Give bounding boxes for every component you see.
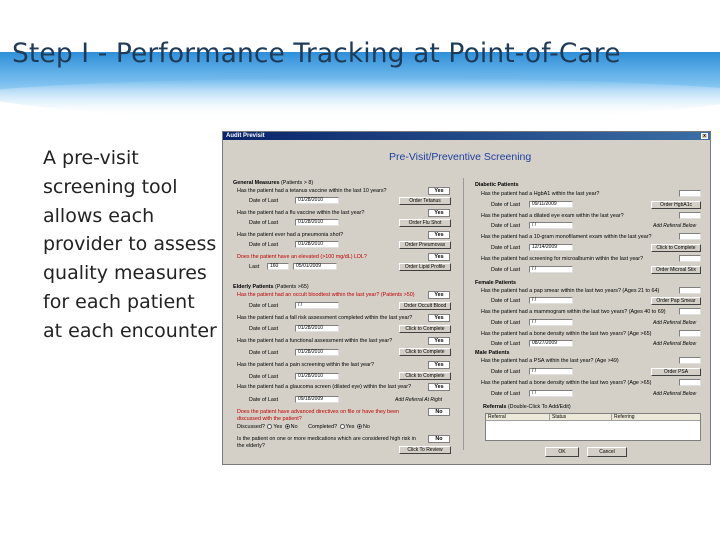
date-label: Date of Last — [491, 298, 521, 304]
directives-answer[interactable]: No — [428, 408, 450, 416]
general-title: General Measures — [233, 180, 280, 186]
eye-referral-link[interactable]: Add Referral Below — [653, 223, 697, 229]
question-microalbumin: Has the patient had screening for microalbumin within the last year? — [481, 256, 644, 262]
column-header-referring[interactable]: Referring — [614, 414, 635, 420]
radio-label: Yes — [273, 424, 283, 430]
bone-density-female-referral-link[interactable]: Add Referral Below — [653, 341, 697, 347]
order-psa-button[interactable]: Order PSA — [651, 368, 701, 376]
microalbumin-date-field[interactable]: / / — [529, 266, 573, 273]
fall-date-field[interactable]: 01/28/2010 — [295, 325, 339, 332]
ldl-answer[interactable]: Yes — [428, 253, 450, 261]
pain-answer[interactable]: Yes — [428, 361, 450, 369]
pap-answer[interactable] — [679, 287, 701, 294]
bone-density-male-date-field[interactable]: / / — [529, 390, 573, 397]
question-bone-density-male: Has the patient had a bone density within the last two years? (Age >65) — [481, 380, 652, 386]
question-occult-blood: Has the patient had an occult bloodtest within the last year? (Patients >50) — [237, 292, 415, 298]
eye-date-field[interactable]: / / — [529, 222, 573, 229]
referrals-table[interactable] — [485, 413, 701, 441]
mammogram-answer[interactable] — [679, 308, 701, 315]
occult-date-field[interactable]: / / — [295, 302, 339, 309]
question-pneumonia: Has the patient ever had a pneumonia shot? — [237, 232, 344, 238]
question-hba1c: Has the patient had a HgbA1 within the last year? — [481, 191, 600, 197]
date-label: Date of Last — [491, 245, 521, 251]
male-title: Male Patients — [475, 350, 510, 356]
pap-date-field[interactable]: / / — [529, 297, 573, 304]
dialog-window-title: Audit Previsit — [226, 133, 265, 139]
flu-date-field[interactable]: 01/28/2010 — [295, 219, 339, 226]
hba1c-date-field[interactable]: 09/11/2009 — [529, 201, 573, 208]
slide-title: Step I - Performance Tracking at Point-of-Care — [12, 38, 621, 69]
general-section — [233, 180, 313, 186]
discussed-label: Discussed? — [237, 424, 265, 430]
date-label: Date of Last — [249, 397, 279, 403]
date-label: Date of Last — [249, 198, 279, 204]
elderly-section — [233, 284, 309, 290]
glaucoma-date-field[interactable]: 09/18/2009 — [295, 396, 339, 403]
elderly-title: Elderly Patients — [233, 284, 274, 290]
order-flu-shot-button[interactable]: Order Flu Shot — [399, 219, 451, 227]
date-label: Date of Last — [491, 341, 521, 347]
glaucoma-answer[interactable]: Yes — [428, 383, 450, 391]
completed-yes-radio[interactable] — [340, 424, 345, 429]
pain-date-field[interactable]: 01/28/2010 — [295, 373, 339, 380]
tetanus-answer[interactable]: Yes — [428, 187, 450, 195]
question-eye-exam: Has the patient had a dilated eye exam within the last year? — [481, 213, 624, 219]
date-label: Date of Last — [491, 202, 521, 208]
date-label: Date of Last — [249, 374, 279, 380]
body-line: quality measures — [43, 262, 207, 285]
pneumonia-answer[interactable]: Yes — [428, 231, 450, 239]
mammogram-referral-link[interactable]: Add Referral Below — [653, 320, 697, 326]
question-bone-density-female: Has the patient had a bone density within the last two years? (Age >65) — [481, 331, 652, 337]
tetanus-date-field[interactable]: 01/28/2010 — [295, 197, 339, 204]
completed-no-radio[interactable] — [357, 424, 362, 429]
referrals-header — [483, 404, 571, 410]
psa-answer[interactable] — [679, 357, 701, 364]
date-label: Date of Last — [249, 220, 279, 226]
diabetic-title: Diabetic Patients — [475, 182, 519, 188]
fall-complete-button[interactable]: Click to Complete — [399, 325, 451, 333]
question-functional: Has the patient had a functional assessment within the last year? — [237, 338, 393, 344]
date-label: Date of Last — [249, 326, 279, 332]
radio-label: Yes — [345, 424, 355, 430]
order-pap-smear-button[interactable]: Order Pap Smear — [651, 297, 701, 305]
body-line: allows each — [43, 204, 155, 227]
mammogram-date-field[interactable]: / / — [529, 319, 573, 326]
functional-answer[interactable]: Yes — [428, 337, 450, 345]
question-high-risk-meds: Is the patient on one or more medications which are considered high risk in the elderly? — [237, 436, 416, 449]
date-label: Date of Last — [249, 303, 279, 309]
bone-density-female-answer[interactable] — [679, 330, 701, 337]
meds-answer[interactable]: No — [428, 435, 450, 443]
flu-answer[interactable]: Yes — [428, 209, 450, 217]
monofilament-date-field[interactable]: 12/14/2009 — [529, 244, 573, 251]
body-line: screening tool — [43, 175, 178, 198]
microalbumin-answer[interactable] — [679, 255, 701, 262]
discussed-no-radio[interactable] — [285, 424, 290, 429]
question-fall-risk: Has the patient had a fall risk assessment completed within the last year? — [237, 315, 413, 321]
dialog-titlebar — [223, 132, 710, 140]
question-glaucoma: Has the patient had a glaucoma screen (dilated eye) within the last year? — [237, 384, 412, 390]
pain-complete-button[interactable]: Click to Complete — [399, 372, 451, 380]
previsit-dialog — [222, 131, 711, 465]
referrals-title: Referrals — [483, 404, 507, 410]
order-pneumovax-button[interactable]: Order Pneumovax — [399, 241, 451, 249]
date-label: Date of Last — [249, 242, 279, 248]
question-monofilament: Has the patient had a 10-gram monofilament exam within the last year? — [481, 234, 652, 240]
bone-density-male-answer[interactable] — [679, 379, 701, 386]
completed-label: Completed? — [308, 424, 338, 430]
question-mammogram: Has the patient had a mammogram within the last two years? (Ages 40 to 69) — [481, 309, 666, 315]
question-pain: Has the patient had a pain screening within the last year? — [237, 362, 374, 368]
ldl-date-field[interactable]: 05/01/2009 — [293, 263, 337, 270]
column-header-status[interactable]: Status — [550, 414, 612, 420]
hba1c-answer[interactable] — [679, 190, 701, 197]
monofilament-complete-button[interactable]: Click to Complete — [651, 244, 701, 252]
order-occult-blood-button[interactable]: Order Occult Blood — [399, 302, 451, 310]
ldl-last-value[interactable]: 160 — [267, 263, 289, 270]
radio-label: No — [290, 424, 298, 430]
dialog-heading: Pre-Visit/Preventive Screening — [389, 151, 532, 163]
monofilament-answer[interactable] — [679, 233, 701, 240]
order-tetanus-button[interactable]: Order Tetanus — [399, 197, 451, 205]
question-pap-smear: Has the patient had a pap smear within the last two years? (Ages 21 to 64) — [481, 288, 660, 294]
date-label: Date of Last — [491, 223, 521, 229]
psa-date-field[interactable]: / / — [529, 368, 573, 375]
question-directives: Does the patient have advanced directives on file or have they been discussed with the patient? — [237, 409, 400, 422]
elderly-subtitle: (Patients >65) — [274, 284, 309, 290]
glaucoma-referral-link[interactable]: Add Referral At Right — [395, 397, 443, 403]
column-divider — [463, 178, 464, 450]
date-label: Date of Last — [249, 350, 279, 356]
close-icon[interactable]: x — [701, 133, 708, 139]
functional-complete-button[interactable]: Click to Complete — [399, 348, 451, 356]
referrals-table-header — [486, 414, 700, 421]
body-line: provider to assess — [43, 233, 217, 256]
fall-answer[interactable]: Yes — [428, 314, 450, 322]
order-lipid-profile-button[interactable]: Order Lipid Profile — [399, 263, 451, 271]
bone-density-female-date-field[interactable]: 08/27/2009 — [529, 340, 573, 347]
question-flu: Has the patient had a flu vaccine within the last year? — [237, 210, 365, 216]
column-header-referral[interactable]: Referral — [486, 414, 550, 420]
discussed-yes-radio[interactable] — [267, 424, 272, 429]
slide-body-text — [43, 144, 223, 346]
general-subtitle: (Patients > 8) — [280, 180, 314, 186]
order-microal-stix-button[interactable]: Order Microal Stix — [651, 266, 701, 274]
body-line: at each encounter — [43, 319, 217, 342]
date-label: Date of Last — [491, 320, 521, 326]
referrals-hint: (Double-Click To Add/Edit) — [507, 404, 571, 410]
directives-radios — [237, 424, 370, 430]
header-wave-fade — [0, 78, 720, 118]
question-ldl: Does the patient have an elevated (>100 mg/dL) LDL? — [237, 254, 367, 260]
date-label: Date of Last — [491, 369, 521, 375]
female-title: Female Patients — [475, 280, 517, 286]
pneumonia-date-field[interactable]: 01/28/2010 — [295, 241, 339, 248]
date-label: Date of Last — [491, 391, 521, 397]
order-hba1c-button[interactable]: Order HgbA1c — [651, 201, 701, 209]
ok-button[interactable]: OK — [545, 447, 579, 457]
eye-answer[interactable] — [679, 212, 701, 219]
bone-density-male-referral-link[interactable]: Add Referral Below — [653, 391, 697, 397]
date-label: Date of Last — [491, 267, 521, 273]
radio-label: No — [362, 424, 370, 430]
question-tetanus: Has the patient had a tetanus vaccine within the last 10 years? — [237, 188, 387, 194]
question-psa: Has the patient had a PSA within the last year? (Age >49) — [481, 358, 619, 364]
click-to-review-button[interactable]: Click To Review — [399, 446, 451, 454]
cancel-button[interactable]: Cancel — [587, 447, 627, 457]
body-line: A pre-visit — [43, 147, 139, 169]
functional-date-field[interactable]: 01/28/2010 — [295, 349, 339, 356]
occult-answer[interactable]: Yes — [428, 291, 450, 299]
body-line: for each patient — [43, 290, 195, 313]
ldl-last-label: Last — [249, 264, 260, 270]
